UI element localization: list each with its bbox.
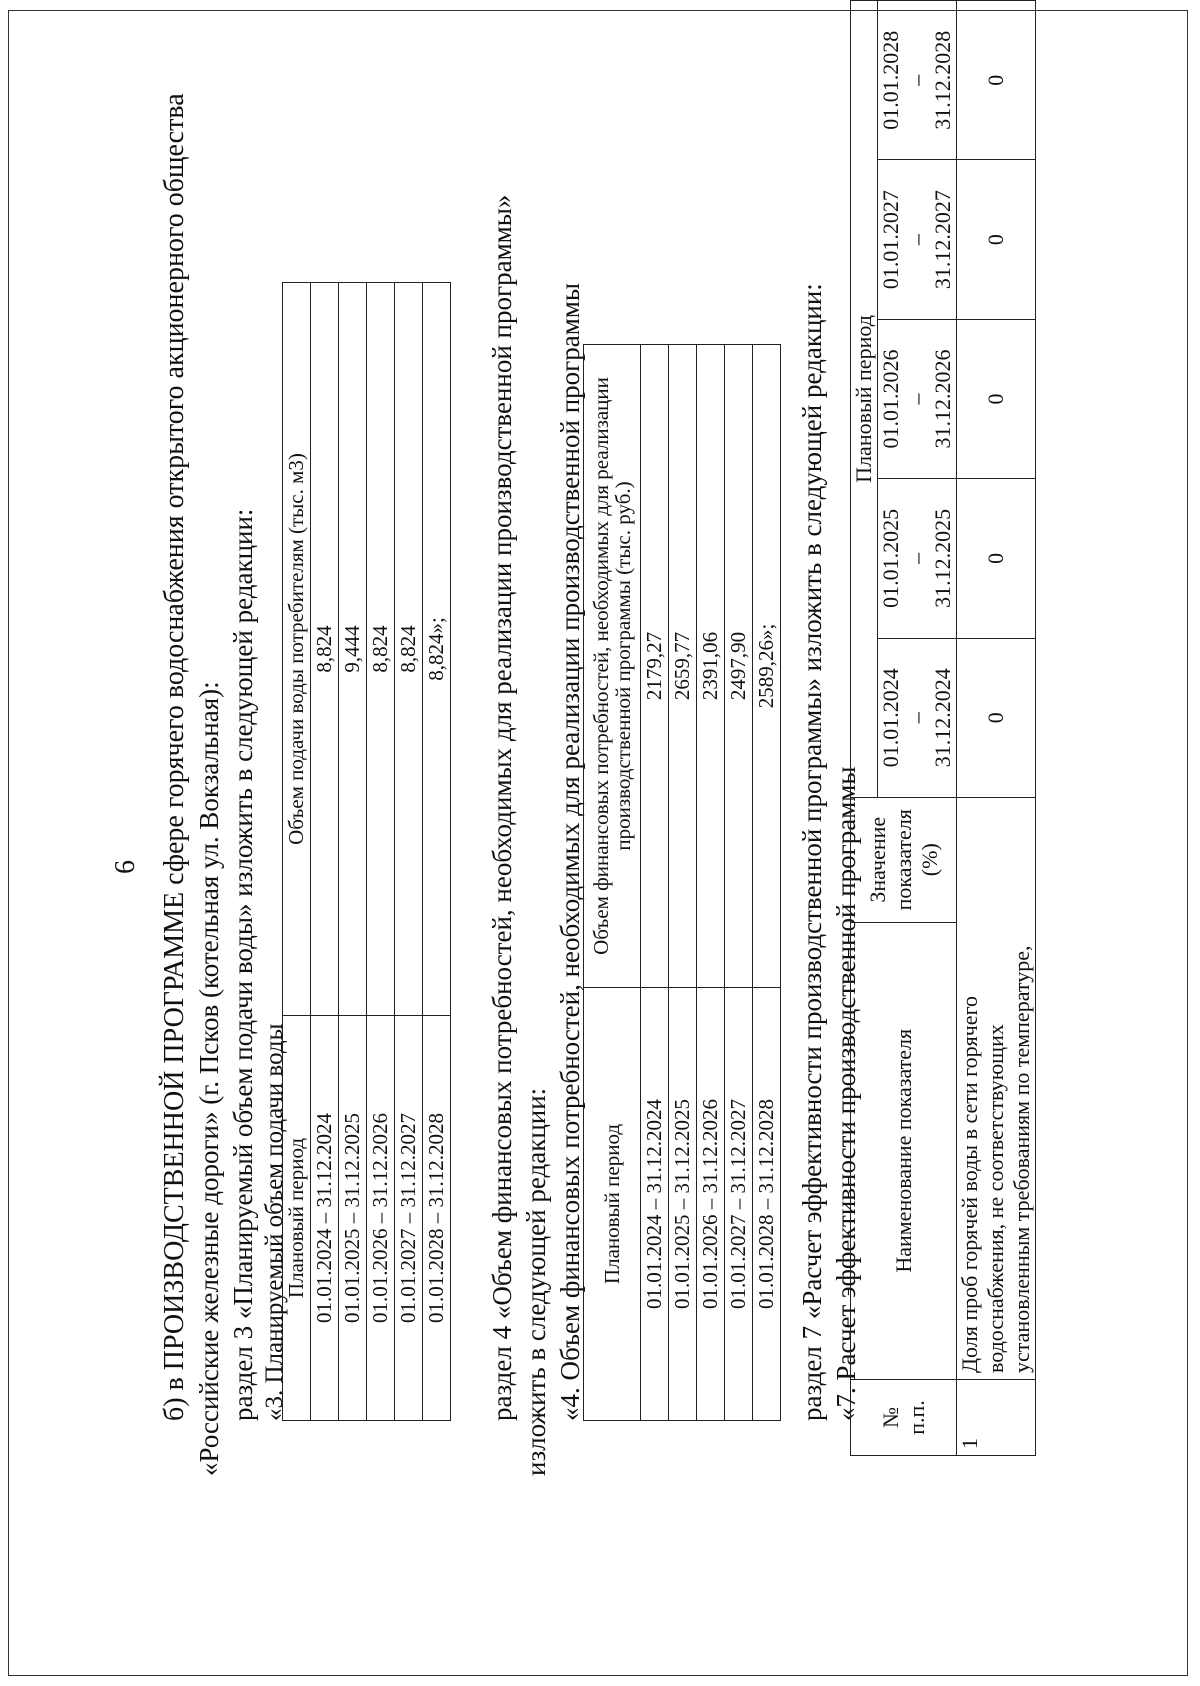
cell-volume: 8,824 bbox=[311, 283, 339, 1016]
cell-volume: 8,824 bbox=[395, 283, 423, 1016]
indicator-name-line-3: установленным требованиям по температуре, bbox=[1009, 945, 1034, 1373]
cell-value-2024: 0 bbox=[957, 638, 1036, 797]
section4-line-2: изложить в следующей редакции: bbox=[521, 1087, 551, 1476]
header-value-line-1: Значение bbox=[864, 816, 890, 903]
header-volume: Объем подачи воды потребителям (тыс. м3) bbox=[283, 283, 311, 1016]
cell-amount: 2179,27 bbox=[641, 345, 669, 988]
header-value-line-2: показателя bbox=[890, 809, 916, 911]
table-water-volume bbox=[282, 282, 451, 1421]
header-financial bbox=[584, 345, 641, 988]
table7-caption: «7. Расчет эффективности производственной программы bbox=[831, 766, 861, 1421]
table-row bbox=[641, 345, 669, 1421]
header-period-2026 bbox=[878, 319, 957, 478]
period-end: 31.12.2024 bbox=[930, 668, 955, 768]
header-value-line-3: (%) bbox=[916, 843, 942, 877]
period-dash: – bbox=[904, 74, 929, 86]
header-financial-line-1: Объем финансовых потребностей, необходимых для реализации bbox=[589, 377, 613, 955]
section7-line-1: раздел 7 «Расчет эффективности производственной программы» изложить в следующей редакции: bbox=[797, 283, 827, 1421]
header-number-line-1: № bbox=[877, 1407, 903, 1428]
header-period-2027 bbox=[878, 160, 957, 319]
cell-indicator-name bbox=[957, 797, 1036, 1379]
table-row bbox=[725, 345, 753, 1421]
table-header bbox=[851, 1, 878, 1456]
cell-period: 01.01.2024 – 31.12.2024 bbox=[641, 988, 669, 1421]
table-row bbox=[669, 345, 697, 1421]
table-header bbox=[283, 283, 311, 1421]
header-indicator-name: Наименование показателя bbox=[851, 922, 957, 1379]
cell-period: 01.01.2028 – 31.12.2028 bbox=[423, 1016, 451, 1421]
table-row bbox=[697, 345, 725, 1421]
header-financial-line-2: производственной программы (тыс. руб.) bbox=[611, 481, 635, 851]
period-end: 31.12.2028 bbox=[930, 30, 955, 130]
cell-period: 01.01.2025 – 31.12.2025 bbox=[339, 1016, 367, 1421]
cell-amount: 2391,06 bbox=[697, 345, 725, 988]
intro-line-3: раздел 3 «Планируемый объем подачи воды» изложить в следующей редакции: bbox=[228, 508, 258, 1421]
section4-line-1: раздел 4 «Объем финансовых потребностей, необходимых для реализации производственной программы» bbox=[487, 194, 517, 1421]
indicator-name-line-1: Доля проб горячей воды в сети горячего bbox=[957, 995, 982, 1373]
header-number-line-2: п.п. bbox=[903, 1400, 929, 1435]
cell-period: 01.01.2028 – 31.12.2028 bbox=[753, 988, 781, 1421]
cell-period: 01.01.2026 – 31.12.2026 bbox=[697, 988, 725, 1421]
table-row bbox=[753, 345, 781, 1421]
table-row bbox=[957, 1, 1036, 1456]
cell-value-2028: 0 bbox=[957, 1, 1036, 160]
header-period: Плановый период bbox=[283, 1016, 311, 1421]
cell-number: 1 bbox=[957, 1379, 1036, 1455]
header-value bbox=[851, 797, 957, 922]
period-start: 01.01.2026 bbox=[878, 349, 903, 449]
period-start: 01.01.2027 bbox=[878, 190, 903, 290]
header-period-2028 bbox=[878, 1, 957, 160]
table-header bbox=[584, 345, 641, 1421]
header-plan-period: Плановый период bbox=[851, 1, 878, 798]
cell-value-2025: 0 bbox=[957, 479, 1036, 638]
table4-caption: «4. Объем финансовых потребностей, необходимых для реализации производственной программы bbox=[555, 282, 585, 1421]
cell-value-2026: 0 bbox=[957, 319, 1036, 478]
page-number: 6 bbox=[110, 860, 141, 874]
cell-period: 01.01.2025 – 31.12.2025 bbox=[669, 988, 697, 1421]
header-number bbox=[851, 1379, 957, 1455]
period-start: 01.01.2025 bbox=[878, 508, 903, 608]
cell-amount: 2659,77 bbox=[669, 345, 697, 988]
table3-caption: «3. Планируемый объем подачи воды bbox=[261, 1023, 288, 1421]
table-row bbox=[395, 283, 423, 1421]
period-dash: – bbox=[904, 712, 929, 724]
cell-volume: 8,824 bbox=[367, 283, 395, 1016]
period-dash: – bbox=[904, 552, 929, 564]
cell-period: 01.01.2027 – 31.12.2027 bbox=[725, 988, 753, 1421]
table-row bbox=[311, 283, 339, 1421]
cell-period: 01.01.2026 – 31.12.2026 bbox=[367, 1016, 395, 1421]
table-efficiency bbox=[850, 0, 1036, 1456]
period-end: 31.12.2027 bbox=[930, 190, 955, 290]
table-row bbox=[367, 283, 395, 1421]
period-end: 31.12.2026 bbox=[930, 349, 955, 449]
cell-amount: 2497,90 bbox=[725, 345, 753, 988]
period-dash: – bbox=[904, 393, 929, 405]
cell-volume: 9,444 bbox=[339, 283, 367, 1016]
header-period-2024 bbox=[878, 638, 957, 797]
period-start: 01.01.2028 bbox=[878, 30, 903, 130]
table-row bbox=[423, 283, 451, 1421]
intro-line-1: б) в ПРОИЗВОДСТВЕННОЙ ПРОГРАММЕ сфере горячего водоснабжения открытого акционерного общества bbox=[159, 93, 190, 1421]
cell-amount: 2589,26»; bbox=[753, 345, 781, 988]
cell-value-2027: 0 bbox=[957, 160, 1036, 319]
cell-volume: 8,824»; bbox=[423, 283, 451, 1016]
indicator-name-line-2: водоснабжения, не соответствующих bbox=[983, 1024, 1008, 1373]
header-period: Плановый период bbox=[584, 988, 641, 1421]
period-dash: – bbox=[904, 234, 929, 246]
cell-period: 01.01.2027 – 31.12.2027 bbox=[395, 1016, 423, 1421]
period-end: 31.12.2025 bbox=[930, 508, 955, 608]
header-period-2025 bbox=[878, 479, 957, 638]
cell-period: 01.01.2024 – 31.12.2024 bbox=[311, 1016, 339, 1421]
period-start: 01.01.2024 bbox=[878, 668, 903, 768]
intro-line-2: «Российские железные дороги» (г. Псков (котельная ул. Вокзальная): bbox=[194, 681, 224, 1476]
table-financial-needs bbox=[583, 344, 781, 1421]
table-row bbox=[339, 283, 367, 1421]
